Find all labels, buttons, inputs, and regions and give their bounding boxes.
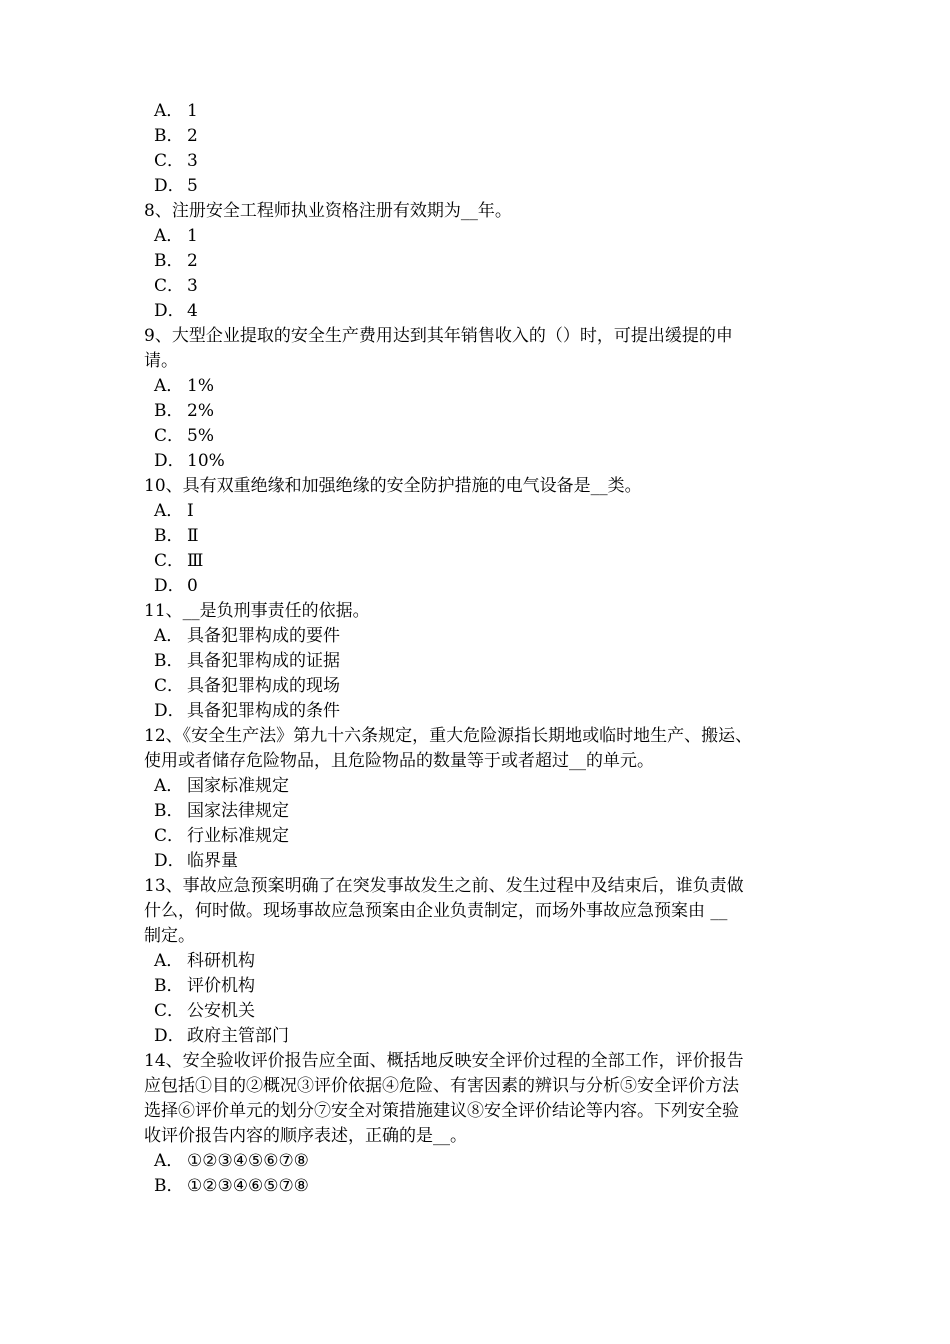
answer-option bbox=[144, 249, 816, 274]
option-letter: B． bbox=[154, 1176, 184, 1196]
option-text: 具备犯罪构成的现场 bbox=[187, 676, 340, 696]
option-letter: C． bbox=[154, 151, 185, 171]
option-text: 2% bbox=[187, 401, 214, 421]
question-text-line: 制定。 bbox=[144, 926, 195, 946]
answer-option bbox=[144, 449, 816, 474]
option-text: 5 bbox=[187, 176, 198, 196]
option-letter: D． bbox=[154, 1026, 185, 1046]
option-text: 国家法律规定 bbox=[187, 801, 289, 821]
option-letter: C． bbox=[154, 426, 185, 446]
answer-option bbox=[144, 99, 816, 124]
question-text-line: 12、《安全生产法》第九十六条规定，重大危险源指长期地或临时地生产、搬运、 bbox=[144, 726, 753, 746]
option-letter: D． bbox=[154, 301, 185, 321]
question-text-line: 14、安全验收评价报告应全面、概括地反映安全评价过程的全部工作，评价报告 bbox=[144, 1051, 744, 1071]
question-text-line: 请。 bbox=[144, 351, 178, 371]
answer-option bbox=[144, 174, 816, 199]
answer-option bbox=[144, 524, 816, 549]
answer-option bbox=[144, 849, 816, 874]
option-letter: C． bbox=[154, 276, 185, 296]
option-letter: B． bbox=[154, 651, 184, 671]
answer-option bbox=[144, 299, 816, 324]
option-text: 3 bbox=[187, 151, 198, 171]
answer-option bbox=[144, 374, 816, 399]
option-text: 国家标准规定 bbox=[187, 776, 289, 796]
option-text: 政府主管部门 bbox=[187, 1026, 289, 1046]
answer-option bbox=[144, 274, 816, 299]
answer-option bbox=[144, 699, 816, 724]
option-text: 2 bbox=[187, 251, 198, 271]
option-letter: A． bbox=[154, 101, 184, 121]
question-text-line: 13、事故应急预案明确了在突发事故发生之前、发生过程中及结束后，谁负责做 bbox=[144, 876, 744, 896]
option-letter: D． bbox=[154, 176, 185, 196]
question-text-line: 什么，何时做。现场事故应急预案由企业负责制定，而场外事故应急预案由 __ bbox=[144, 901, 728, 921]
option-text: 公安机关 bbox=[187, 1001, 255, 1021]
option-letter: A． bbox=[154, 1151, 184, 1171]
option-text: 具备犯罪构成的要件 bbox=[187, 626, 340, 646]
answer-option bbox=[144, 674, 816, 699]
option-text: 科研机构 bbox=[187, 951, 255, 971]
option-text: Ⅰ bbox=[187, 501, 194, 521]
document-body bbox=[144, 99, 816, 1199]
option-letter: A． bbox=[154, 626, 184, 646]
option-text: 1 bbox=[187, 101, 198, 121]
answer-option bbox=[144, 149, 816, 174]
option-letter: B． bbox=[154, 801, 184, 821]
option-letter: D． bbox=[154, 576, 185, 596]
option-letter: B． bbox=[154, 251, 184, 271]
option-text: 4 bbox=[187, 301, 198, 321]
option-text: 临界量 bbox=[187, 851, 238, 871]
option-text: 0 bbox=[187, 576, 198, 596]
option-text: Ⅱ bbox=[187, 526, 199, 546]
answer-option bbox=[144, 1174, 816, 1199]
answer-option bbox=[144, 224, 816, 249]
option-text: 1 bbox=[187, 226, 198, 246]
option-text: 评价机构 bbox=[187, 976, 255, 996]
option-letter: A． bbox=[154, 376, 184, 396]
option-text: 具备犯罪构成的条件 bbox=[187, 701, 340, 721]
option-letter: C． bbox=[154, 826, 185, 846]
option-text: 10% bbox=[187, 451, 225, 471]
answer-option bbox=[144, 424, 816, 449]
option-text: 行业标准规定 bbox=[187, 826, 289, 846]
answer-option bbox=[144, 399, 816, 424]
answer-option bbox=[144, 574, 816, 599]
answer-option bbox=[144, 824, 816, 849]
question-text-line: 9、大型企业提取的安全生产费用达到其年销售收入的（）时，可提出缓提的申 bbox=[144, 326, 733, 346]
option-letter: A． bbox=[154, 501, 184, 521]
option-text: ①②③④⑤⑥⑦⑧ bbox=[187, 1151, 309, 1171]
answer-option bbox=[144, 499, 816, 524]
option-letter: B． bbox=[154, 526, 184, 546]
answer-option bbox=[144, 549, 816, 574]
option-letter: D． bbox=[154, 451, 185, 471]
question-text-line: 10、具有双重绝缘和加强绝缘的安全防护措施的电气设备是__类。 bbox=[144, 476, 642, 496]
answer-option bbox=[144, 999, 816, 1024]
question-text-line: 收评价报告内容的顺序表述，正确的是__。 bbox=[144, 1126, 467, 1146]
option-letter: A． bbox=[154, 226, 184, 246]
question-text-line: 11、__是负刑事责任的依据。 bbox=[144, 601, 370, 621]
question-text-line: 应包括①目的②概况③评价依据④危险、有害因素的辨识与分析⑤安全评价方法 bbox=[144, 1076, 739, 1096]
option-letter: C． bbox=[154, 1001, 185, 1021]
option-text: Ⅲ bbox=[187, 551, 204, 571]
option-letter: B． bbox=[154, 401, 184, 421]
answer-option bbox=[144, 124, 816, 149]
answer-option bbox=[144, 949, 816, 974]
option-text: 1% bbox=[187, 376, 214, 396]
option-letter: A． bbox=[154, 951, 184, 971]
option-letter: B． bbox=[154, 976, 184, 996]
question-text-line: 使用或者储存危险物品，且危险物品的数量等于或者超过__的单元。 bbox=[144, 751, 654, 771]
option-letter: D． bbox=[154, 851, 185, 871]
answer-option bbox=[144, 799, 816, 824]
option-text: 具备犯罪构成的证据 bbox=[187, 651, 340, 671]
answer-option bbox=[144, 1149, 816, 1174]
option-text: 2 bbox=[187, 126, 198, 146]
answer-option bbox=[144, 974, 816, 999]
answer-option bbox=[144, 624, 816, 649]
answer-option bbox=[144, 649, 816, 674]
option-text: 3 bbox=[187, 276, 198, 296]
option-letter: D． bbox=[154, 701, 185, 721]
option-text: ①②③④⑥⑤⑦⑧ bbox=[187, 1176, 309, 1196]
answer-option bbox=[144, 1024, 816, 1049]
option-letter: A． bbox=[154, 776, 184, 796]
option-letter: B． bbox=[154, 126, 184, 146]
question-text-line: 8、注册安全工程师执业资格注册有效期为__年。 bbox=[144, 201, 512, 221]
answer-option bbox=[144, 774, 816, 799]
option-letter: C． bbox=[154, 551, 185, 571]
question-text-line: 选择⑥评价单元的划分⑦安全对策措施建议⑧安全评价结论等内容。下列安全验 bbox=[144, 1101, 739, 1121]
option-letter: C． bbox=[154, 676, 185, 696]
option-text: 5% bbox=[187, 426, 214, 446]
